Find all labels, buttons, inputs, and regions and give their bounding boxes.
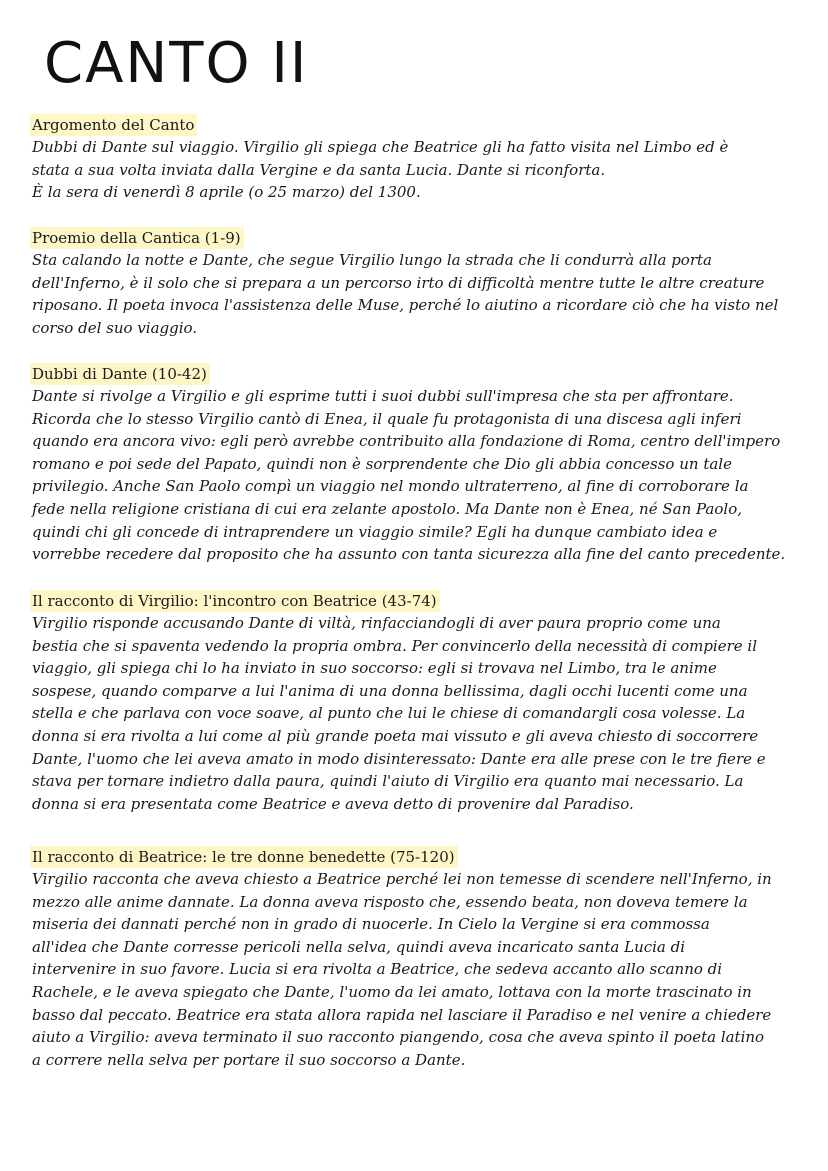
text-line: viaggio, gli spiega chi lo ha inviato in suo soccorso: egli si trovava nel Limbo, tra le anime [32,659,717,678]
text-line: basso dal peccato. Beatrice era stata allora rapida nel lasciare il Paradiso e nel venire a chiedere [32,1005,772,1024]
text-line: fede nella religione cristiana di cui era zelante apostolo. Ma Dante non è Enea, né San Paolo, [32,499,742,518]
text-line: Virgilio racconta che aveva chiesto a Beatrice perché lei non temesse di scendere nell'Inferno, in [32,870,772,888]
text-line: Dante si rivolge a Virgilio e gli esprime tutti i suoi dubbi sull'impresa che sta per affrontare. [32,387,734,405]
text-line: aiuto a Virgilio: aveva terminato il suo racconto piangendo, cosa che aveva spinto il poeta latino [32,1028,765,1047]
text-line: quindi chi gli concede di intraprendere un viaggio simile? Egli ha dunque cambiato idea e [32,522,718,541]
section-heading: Proemio della Cantica (1-9) [30,227,244,249]
text-line: Ricorda che lo stesso Virgilio cantò di Enea, il quale fu protagonista di una discesa agli inferi [32,409,742,428]
section-dubbi [32,363,802,566]
text-line: Rachele, e le aveva spiegato che Dante, l'uomo da lei amato, lottava con la morte trascinato in [32,982,752,1001]
text-line: corso del suo viaggio. [32,318,198,337]
text-line: riposano. Il poeta invoca l'assistenza delle Muse, perché lo aiutino a ricordare ciò che ha visto nel [32,296,779,315]
text-line: dell'Inferno, è il solo che si prepara a un percorso irto di difficoltà mentre tutte le altre creature [32,273,765,292]
text-line: stella e che parlava con voce soave, al punto che lui le chiese di comandargli cosa volesse. La [32,704,746,723]
text-line: all'idea che Dante corresse pericoli nella selva, quindi aveva incaricato santa Lucia di [32,937,686,956]
section-racconto-beatrice [32,846,802,1071]
section-heading: Argomento del Canto [30,114,197,136]
page-title: CANTO II [44,31,309,96]
section-body [32,612,802,815]
section-racconto-virgilio [32,590,802,815]
text-line: donna si era rivolta a lui come al più grande poeta mai vissuto e gli aveva chiesto di soccorrere [32,726,759,745]
section-body [32,385,802,566]
section-heading: Dubbi di Dante (10-42) [30,363,210,385]
text-line: vorrebbe recedere dal proposito che ha assunto con tanta sicurezza alla fine del canto precedente. [32,545,786,564]
text-line: romano e poi sede del Papato, quindi non è sorprendente che Dio gli abbia concesso un tale [32,454,732,473]
text-line: sospese, quando comparve a lui l'anima di una donna bellissima, dagli occhi lucenti come una [32,681,748,700]
section-body [32,136,802,204]
section-heading: Il racconto di Beatrice: le tre donne benedette (75-120) [30,846,458,868]
text-line: È la sera di venerdì 8 aprile (o 25 marzo) del 1300. [32,183,421,202]
text-line: stata a sua volta inviata dalla Vergine e da santa Lucia. Dante si riconforta. [32,160,606,179]
section-body [32,249,802,339]
text-line: Virgilio risponde accusando Dante di viltà, rinfacciandogli di aver paura proprio come una [32,614,721,632]
text-line: Dubbi di Dante sul viaggio. Virgilio gli spiega che Beatrice gli ha fatto visita nel Limbo ed è [32,138,729,156]
text-line: donna si era presentata come Beatrice e aveva detto di provenire dal Paradiso. [32,794,634,813]
text-line: bestia che si spaventa vedendo la propria ombra. Per convincerlo della necessità di compiere il [32,636,758,655]
text-line: quando era ancora vivo: egli però avrebbe contribuito alla fondazione di Roma, centro dell'impero [32,432,781,451]
text-line: Dante, l'uomo che lei aveva amato in modo disinteressato: Dante era alle prese con le tre fiere e [32,749,766,768]
section-proemio [32,227,802,339]
section-heading: Il racconto di Virgilio: l'incontro con Beatrice (43-74) [30,590,440,612]
text-line: a correre nella selva per portare il suo soccorso a Dante. [32,1050,466,1069]
text-line: stava per tornare indietro dalla paura, quindi l'aiuto di Virgilio era quanto mai necessario. La [32,772,744,791]
text-line: privilegio. Anche San Paolo compì un viaggio nel mondo ultraterreno, al fine di corroborare la [32,477,749,496]
text-line: intervenire in suo favore. Lucia si era rivolta a Beatrice, che sedeva accanto allo scanno di [32,960,723,979]
text-line: mezzo alle anime dannate. La donna aveva risposto che, essendo beata, non doveva temere la [32,892,748,911]
text-line: Sta calando la notte e Dante, che segue Virgilio lungo la strada che li condurrà alla porta [32,251,712,269]
text-line: miseria dei dannati perché non in grado di nuocerle. In Cielo la Vergine si era commossa [32,915,710,934]
section-argomento [32,114,802,204]
section-body [32,868,802,1071]
